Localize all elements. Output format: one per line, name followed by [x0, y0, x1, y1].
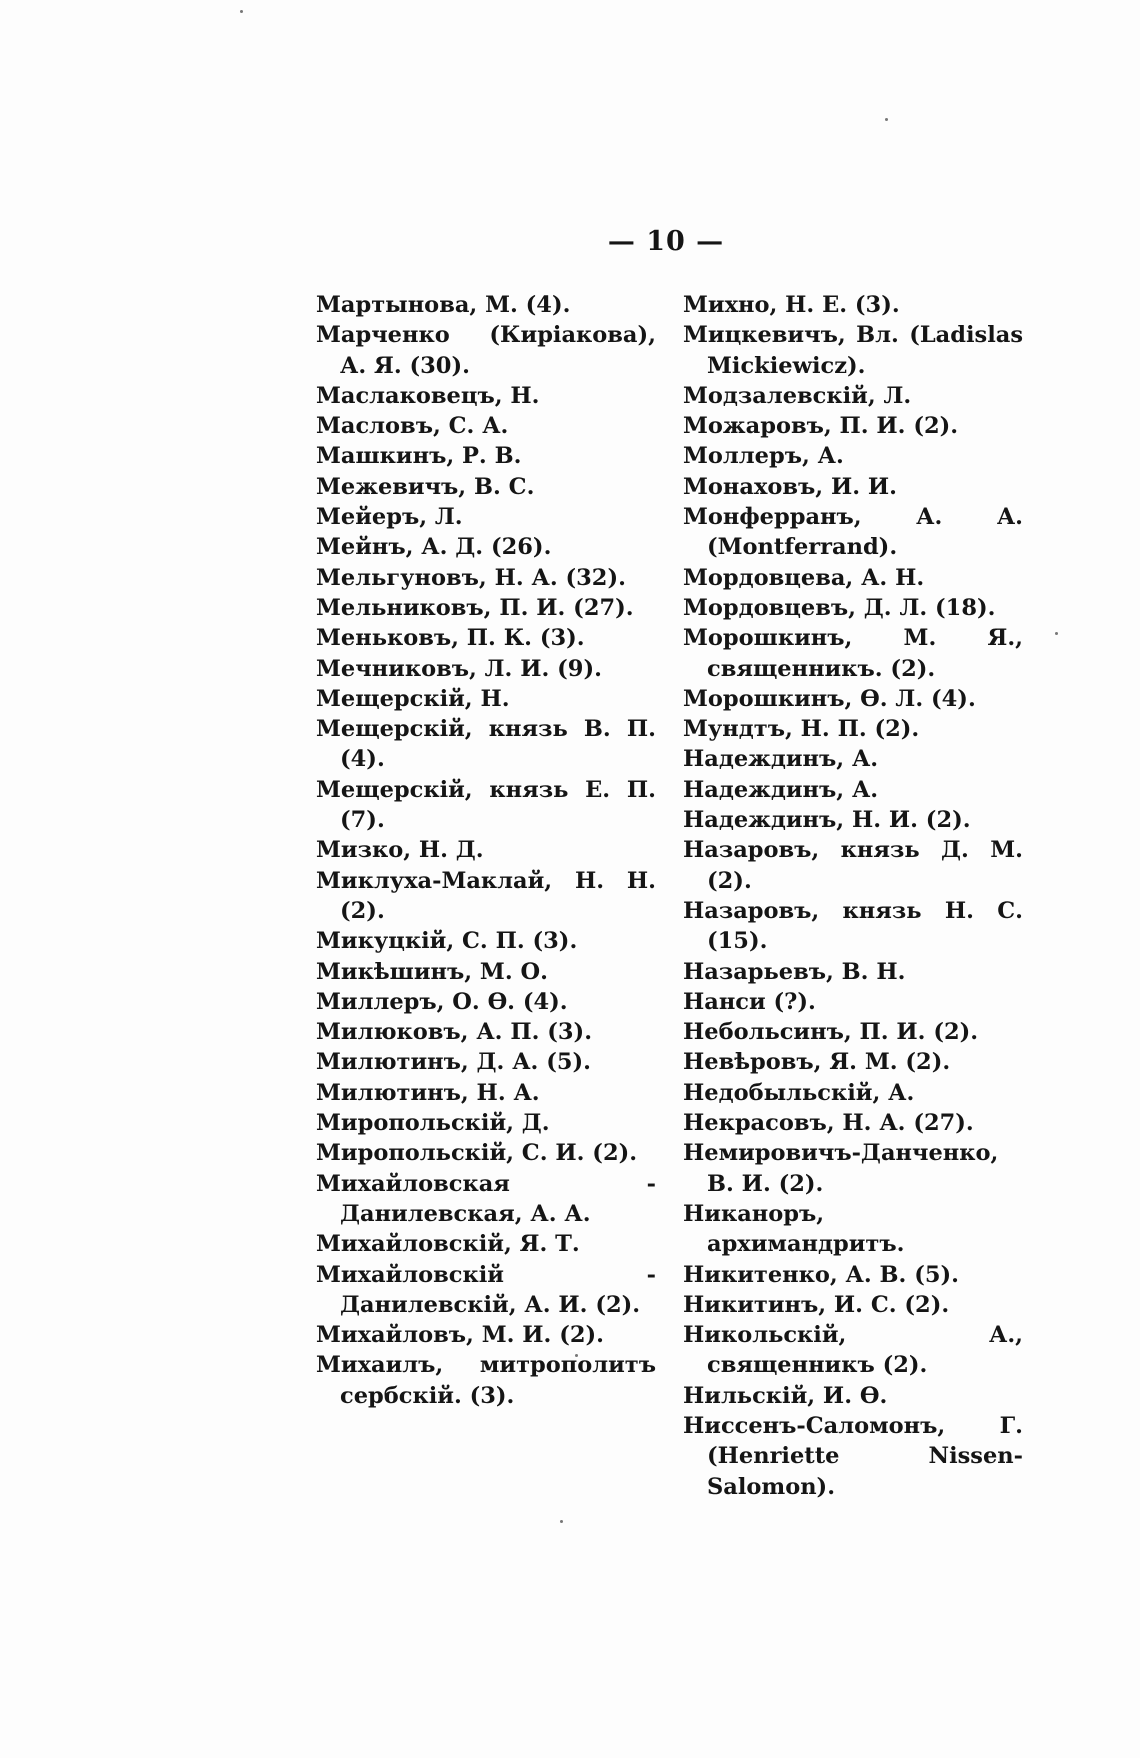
index-entry: Милютинъ, Н. А. [316, 1079, 540, 1106]
index-entry: Мельгуновъ, Н. А. (32). [316, 564, 626, 591]
index-entry: Небольсинъ, П. И. (2). [683, 1019, 979, 1046]
index-entry: Михайловскій, Я. Т. [316, 1231, 580, 1258]
index-entry: Мордовцева, А. Н. [683, 564, 925, 591]
index-entry: Михно, Н. Е. (3). [683, 292, 900, 318]
index-entry: Мещерскій, князь Е. П. (7). [316, 776, 656, 834]
index-entry: Мицкевичъ, Вл. (Ladislas Mickiewicz). [683, 322, 1023, 379]
index-entry: Надеждинъ, А. [683, 746, 879, 773]
right-column [683, 290, 1023, 1502]
index-entry: Мещерскій, князь В. П. (4). [316, 716, 656, 773]
index-entry: Невѣровъ, Я. М. (2). [683, 1049, 951, 1076]
index-entry: Некрасовъ, Н. А. (27). [683, 1110, 974, 1137]
index-entry: Мечниковъ, Л. И. (9). [316, 655, 602, 682]
index-entry: Назарьевъ, В. Н. [683, 958, 906, 985]
index-entry: Модзалевскій, Л. [683, 382, 912, 409]
index-entry: Мундтъ, Н. П. (2). [683, 716, 920, 743]
index-entry: Милюковъ, А. П. (3). [316, 1019, 593, 1046]
index-entry: Маслаковецъ, Н. [316, 382, 540, 409]
page-number: — 10 — [607, 226, 725, 257]
index-entry: Микуцкій, С. П. (3). [316, 928, 578, 955]
index-entry: Миропольскій, С. И. (2). [316, 1140, 638, 1167]
index-entry: Моллеръ, А. [683, 443, 844, 470]
index-entry: Михайловскій - Данилевскій, А. И. (2). [316, 1261, 656, 1318]
index-entry: Мартынова, М. (4). [316, 292, 571, 318]
index-entry: Назаровъ, князь Н. С. (15). [683, 897, 1023, 955]
paper-speck [885, 118, 888, 121]
index-entry: Мещерскій, Н. [316, 685, 510, 712]
index-entry: Можаровъ, П. И. (2). [683, 413, 959, 440]
index-entry: Надеждинъ, Н. И. (2). [683, 807, 971, 834]
index-entry: Миллеръ, О. Ѳ. (4). [316, 988, 568, 1015]
index-entry: Михайловская - Данилевская, А. А. [316, 1170, 656, 1227]
index-entry: Нанси (?). [683, 988, 816, 1015]
index-entry: Монаховъ, И. И. [683, 473, 897, 500]
index-entry: Микѣшинъ, М. О. [316, 958, 548, 985]
index-entry: Никитенко, А. В. (5). [683, 1261, 959, 1288]
index-entry: Михайловъ, М. И. (2). [316, 1322, 604, 1349]
index-entry: Меньковъ, П. К. (3). [316, 625, 585, 652]
index-entry: Мордовцевъ, Д. Л. (18). [683, 594, 996, 621]
index-entry: Немировичъ-Данченко, В. И. (2). [683, 1140, 999, 1197]
left-column [316, 290, 656, 1411]
index-entry: Назаровъ, князь Д. М. (2). [683, 837, 1023, 894]
index-entry: Машкинъ, Р. В. [316, 443, 522, 470]
index-entry: Нильскій, И. Ѳ. [683, 1382, 888, 1409]
index-entry: Монферранъ, А. А. (Montferrand). [683, 504, 1023, 561]
index-entry: Мизко, Н. Д. [316, 837, 484, 864]
index-entry: Мейеръ, Л. [316, 504, 463, 531]
index-entry: Мейнъ, А. Д. (26). [316, 534, 552, 561]
paper-speck [560, 1520, 563, 1523]
index-entry: Миропольскій, Д. [316, 1110, 550, 1137]
index-entry: Миклуха-Маклай, Н. Н. (2). [316, 867, 656, 924]
index-entry: Морошкинъ, М. Я., священникъ. (2). [683, 625, 1023, 682]
index-entry: Никаноръ, архимандритъ. [683, 1200, 905, 1258]
index-entry: Мельниковъ, П. И. (27). [316, 594, 634, 621]
index-entry: Ниссенъ-Саломонъ, Г. (Henriette Nissen-Salomon). [683, 1412, 1023, 1500]
index-entry: Недобыльскій, А. [683, 1079, 915, 1106]
index-entry: Надеждинъ, А. [683, 776, 879, 803]
index-entry: Милютинъ, Д. А. (5). [316, 1049, 591, 1076]
index-entry: Никитинъ, И. С. (2). [683, 1291, 950, 1318]
index-entry: Масловъ, С. А. [316, 413, 509, 440]
index-entry: Межевичъ, В. С. [316, 473, 535, 500]
index-entry: Михаилъ, митрополитъ сербскій. (3). [316, 1352, 656, 1409]
index-entry: Никольскій, А., священникъ (2). [683, 1322, 1023, 1379]
index-entry: Марченко (Киріакова), А. Я. (30). [316, 322, 656, 379]
paper-speck [240, 10, 243, 13]
paper-speck [1055, 632, 1058, 635]
index-entry: Морошкинъ, Ѳ. Л. (4). [683, 685, 976, 712]
